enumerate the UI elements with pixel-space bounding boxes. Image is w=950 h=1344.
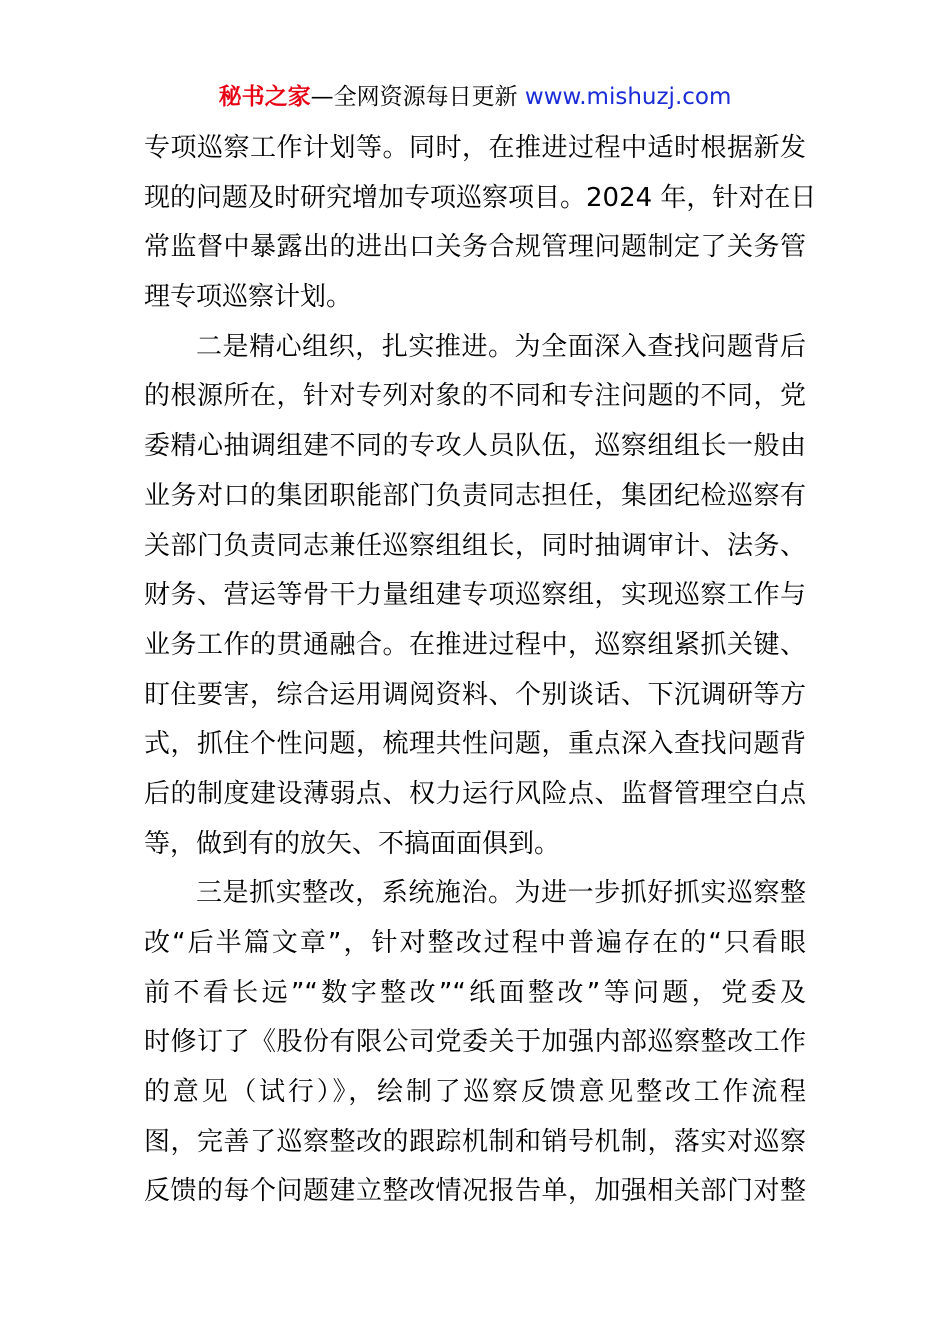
text-line: 的根源所在，针对专列对象的不同和专注问题的不同，党: [144, 381, 806, 412]
paragraph-start-line: 二是精心组织，扎实推进。为全面深入查找问题背后: [196, 331, 806, 362]
text-line: 时修订了《股份有限公司党委关于加强内部巡察整改工作: [144, 1027, 806, 1058]
text-line: 式，抓住个性问题，梳理共性问题，重点深入查找问题背: [144, 729, 806, 760]
text-line: 现的问题及时研究增加专项巡察项目。2024 年，针对在日: [144, 182, 817, 213]
paragraph-start-line: 三是抓实整改，系统施治。为进一步抓好抓实巡察整: [196, 878, 806, 909]
text-line: 反馈的每个问题建立整改情况报告单，加强相关部门对整: [144, 1176, 806, 1207]
site-brand: 秘书之家: [218, 84, 311, 110]
text-line: 理专项巡察计划。: [144, 282, 353, 313]
text-line: 业务工作的贯通融合。在推进过程中，巡察组紧抓关键、: [144, 629, 806, 660]
text-line: 的意见（试行）》，绘制了巡察反馈意见整改工作流程: [144, 1077, 806, 1108]
text-line: 常监督中暴露出的进出口关务合规管理问题制定了关务管: [144, 232, 806, 263]
text-line: 财务、营运等骨干力量组建专项巡察组，实现巡察工作与: [144, 580, 806, 611]
text-line: 改“后半篇文章”，针对整改过程中普遍存在的“只看眼: [144, 928, 806, 958]
text-line: 关部门负责同志兼任巡察组组长，同时抽调审计、法务、: [144, 530, 806, 561]
site-header: [0, 80, 950, 114]
site-tagline: —全网资源每日更新: [310, 84, 518, 110]
text-line: 等，做到有的放矢、不搞面面俱到。: [144, 828, 561, 859]
text-line: 前不看长远”“数字整改”“纸面整改”等问题，党委及: [144, 977, 806, 1008]
text-line: 业务对口的集团职能部门负责同志担任，集团纪检巡察有: [144, 480, 806, 511]
site-url-link[interactable]: www.mishuzj.com: [524, 84, 732, 110]
text-line: 图，完善了巡察整改的跟踪机制和销号机制，落实对巡察: [144, 1126, 806, 1157]
text-line: 后的制度建设薄弱点、权力运行风险点、监督管理空白点: [144, 778, 806, 809]
text-line: 委精心抽调组建不同的专攻人员队伍，巡察组组长一般由: [144, 431, 806, 462]
document-body: [144, 124, 817, 1217]
text-line: 盯住要害，综合运用调阅资料、个别谈话、下沉调研等方: [144, 679, 806, 710]
text-line: 专项巡察工作计划等。同时，在推进过程中适时根据新发: [144, 133, 806, 163]
